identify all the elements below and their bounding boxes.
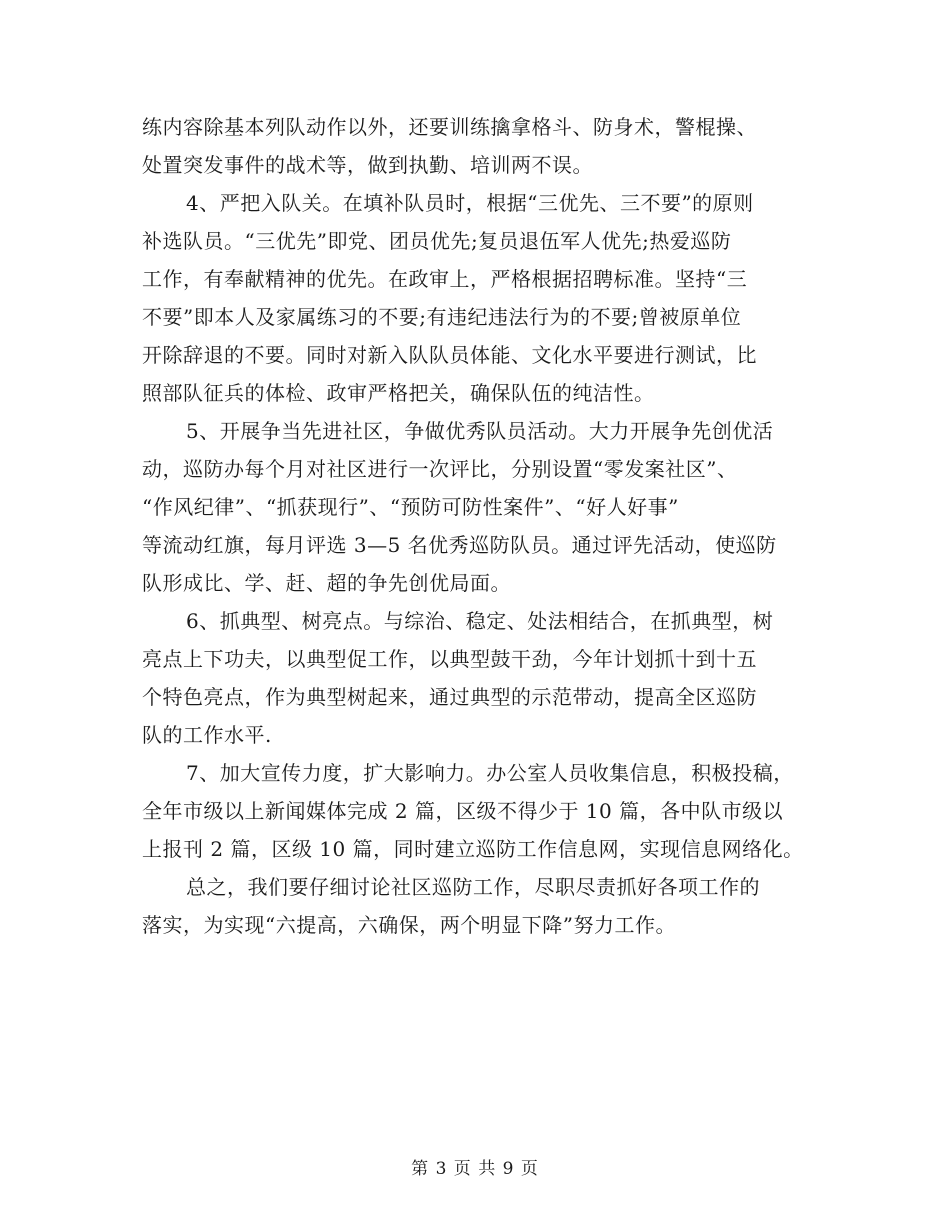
body-line: 开除辞退的不要。同时对新入队队员体能、文化水平要进行测试，比: [142, 343, 757, 367]
page-number-footer: 第 3 页 共 9 页: [411, 1159, 539, 1179]
paragraph-start-line: 7、加大宣传力度，扩大影响力。办公室人员收集信息，积极投稿，: [186, 761, 794, 785]
body-line: 等流动红旗，每月评选 3—5 名优秀巡防队员。通过评先活动，使巡防: [142, 533, 777, 557]
body-line: 上报刊 2 篇，区级 10 篇，同时建立巡防工作信息网，实现信息网络化。: [142, 837, 804, 861]
body-line: 落实，为实现“六提高，六确保，两个明显下降”努力工作。: [142, 913, 676, 937]
body-line: 队的工作水平.: [142, 723, 272, 747]
body-line: 补选队员。“三优先”即党、团员优先;复员退伍军人优先;热爱巡防: [142, 229, 732, 253]
body-line: 处置突发事件的战术等，做到执勤、培训两不误。: [142, 153, 593, 177]
paragraph-start-line: 4、严把入队关。在填补队员时，根据“三优先、三不要”的原则: [186, 191, 754, 215]
body-line: 动，巡防办每个月对社区进行一次评比，分别设置“零发案社区”、: [142, 457, 738, 481]
body-line: 亮点上下功夫，以典型促工作，以典型鼓干劲，今年计划抓十到十五: [142, 647, 757, 671]
body-line: 照部队征兵的体检、政审严格把关，确保队伍的纯洁性。: [142, 381, 655, 405]
paragraph-start-line: 6、抓典型、树亮点。与综治、稳定、处法相结合，在抓典型，树: [186, 609, 774, 633]
document-body: [142, 108, 832, 944]
body-line: 队形成比、学、赶、超的争先创优局面。: [142, 571, 511, 595]
paragraph-start-line: 总之，我们要仔细讨论社区巡防工作，尽职尽责抓好各项工作的: [186, 875, 760, 899]
body-line: 不要”即本人及家属练习的不要;有违纪违法行为的不要;曾被原单位: [142, 305, 742, 329]
paragraph-start-line: 5、开展争当先进社区，争做优秀队员活动。大力开展争先创优活: [186, 419, 774, 443]
body-line: “作风纪律”、“抓获现行”、“预防可防性案件”、“好人好事”: [142, 495, 679, 519]
body-line: 练内容除基本列队动作以外，还要训练擒拿格斗、防身术，警棍操、: [142, 115, 757, 139]
body-line: 个特色亮点，作为典型树起来，通过典型的示范带动，提高全区巡防: [142, 685, 757, 709]
body-line: 全年市级以上新闻媒体完成 2 篇，区级不得少于 10 篇，各中队市级以: [142, 799, 784, 823]
body-line: 工作，有奉献精神的优先。在政审上，严格根据招聘标准。坚持“三: [142, 267, 748, 291]
